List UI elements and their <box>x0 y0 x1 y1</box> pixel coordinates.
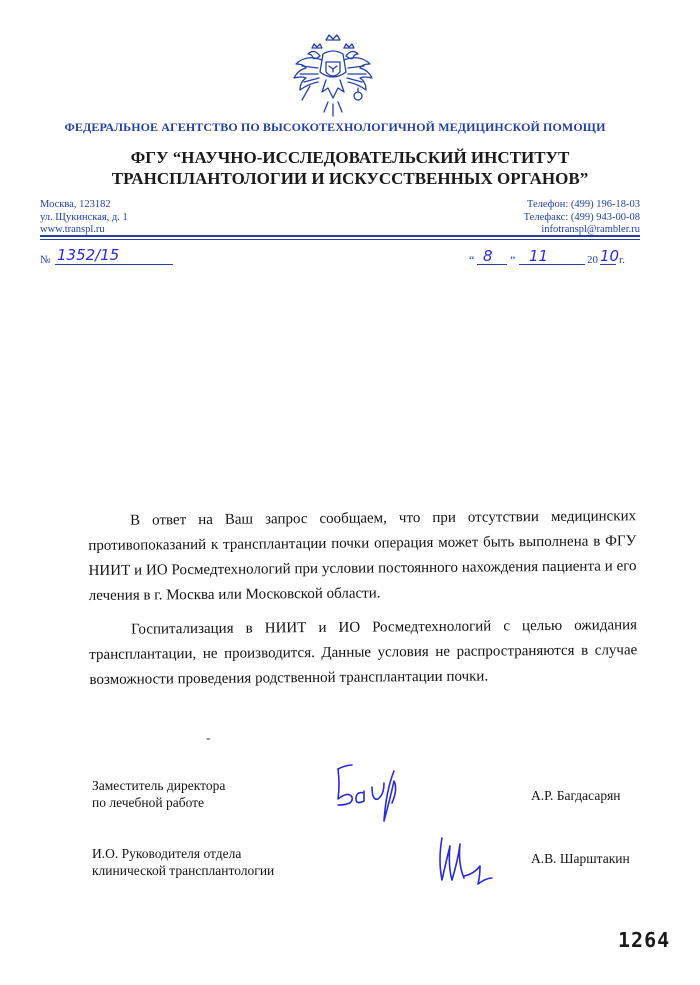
address-city: Москва, 123182 <box>40 199 111 210</box>
date-month-field <box>519 248 585 265</box>
agency-name: ФЕДЕРАЛЬНОЕ АГЕНТСТВО ПО ВЫСОКОТЕХНОЛОГИЧНОЙ МЕДИЦИНСКОЙ ПОМОЩИ <box>64 120 606 134</box>
page-number: 1264 <box>618 928 671 952</box>
date-year-field <box>600 247 620 265</box>
signatory-title-line: по лечебной работе <box>92 795 205 810</box>
website-link[interactable]: www.transpl.ru <box>40 224 105 235</box>
phone-number: Телефон: (499) 196-18-03 <box>526 199 640 210</box>
date-day: 8 <box>483 247 493 265</box>
letter-body <box>88 504 638 702</box>
reference-number-field <box>55 248 173 265</box>
stray-mark: - <box>206 730 211 745</box>
email-link[interactable]: infotranspl@rambler.ru <box>541 224 640 235</box>
handwritten-signature <box>328 757 428 837</box>
reference-number: 1352/15 <box>57 246 120 264</box>
date-close-quote: ” <box>510 253 516 267</box>
letterhead-divider <box>40 235 640 237</box>
date-year-suffix: г. <box>619 254 626 266</box>
letterhead-divider-thin <box>40 239 640 240</box>
reference-line <box>40 246 640 267</box>
contacts-block <box>524 199 640 237</box>
date-year: 10 <box>600 247 620 265</box>
date-day-field <box>477 248 507 265</box>
date-month: 11 <box>529 247 549 265</box>
russian-coat-of-arms-icon <box>288 30 378 120</box>
handwritten-signature <box>430 832 510 892</box>
institute-name-line2: ТРАНСПЛАНТОЛОГИИ И ИСКУССТВЕННЫХ ОРГАНОВ” <box>111 169 589 188</box>
address-block <box>40 199 128 237</box>
date-open-quote: “ <box>469 253 475 267</box>
signatory-title-line: клинической трансплантологии <box>92 863 275 878</box>
body-paragraph: В ответ на Ваш запрос сообщаем, что при отсутствии медицинских противопоказаний к трансплантации почки операция может быть выполнена в ФГУ НИИТ и ИО Росмедтехнологий при условии постоянного нахождения пациента и его лечения в г. Москва или Московской области. <box>88 508 637 604</box>
fax-number: Телефакс: (499) 943-00-08 <box>523 211 640 223</box>
signatory-title <box>92 777 225 811</box>
institute-name-line1: ФГУ “НАУЧНО-ИССЛЕДОВАТЕЛЬСКИЙ ИНСТИТУТ <box>130 148 570 167</box>
signatory-name: А.Р. Багдасарян <box>531 788 621 803</box>
address-street: ул. Щукинская, д. 1 <box>40 211 128 223</box>
signatory-name: А.В. Шарштакин <box>531 851 630 866</box>
signatory-title-line: И.О. Руководителя отдела <box>92 846 242 861</box>
signatory-title-line: Заместитель директора <box>92 778 226 793</box>
number-sign: № <box>40 254 51 266</box>
signatory-title <box>92 845 274 879</box>
date-century: 20 <box>587 254 598 266</box>
body-paragraph: Госпитализация в НИИТ и ИО Росмедтехнологий с целью ожидания трансплантации, не производится. Данные условия не распространяются в случае возможности проведения родственной трансплантации почки. <box>89 617 638 688</box>
